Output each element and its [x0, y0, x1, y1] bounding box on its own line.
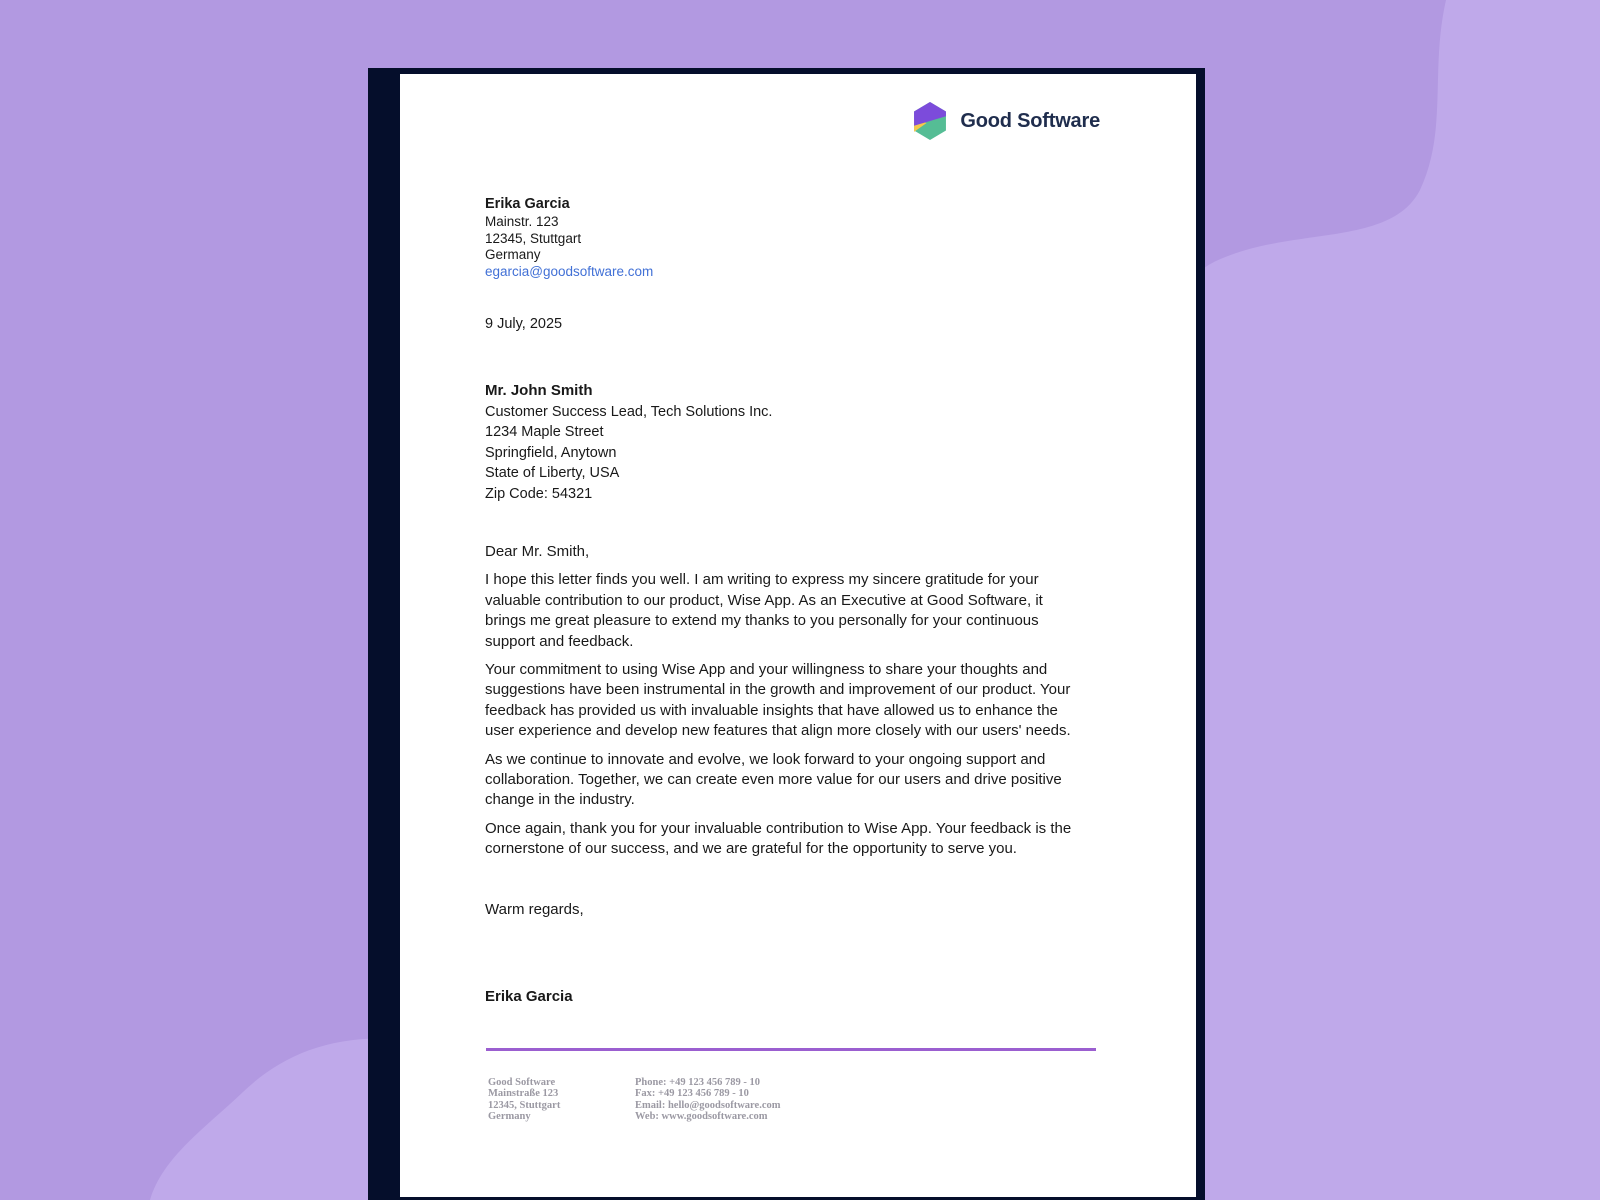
letter-footer [488, 1077, 780, 1123]
sender-email-link[interactable]: egarcia@goodsoftware.com [485, 264, 654, 280]
letter-date: 9 July, 2025 [485, 316, 563, 332]
footer-company-line: Germany [488, 1111, 531, 1123]
recipient-address-line: Customer Success Lead, Tech Solutions Inc. [485, 403, 773, 420]
sender-address-block [485, 196, 653, 281]
brand-logo-text: Good Software [960, 109, 1100, 132]
letter-body [485, 542, 1079, 868]
footer-contact-line: Web: www.goodsoftware.com [635, 1111, 768, 1123]
letter-document [400, 74, 1196, 1197]
body-paragraph: Your commitment to using Wise App and your willingness to share your thoughts and suggestions have been instrumental in the growth and improvement of our product. Your feedback has provided us with invaluable insights that have allowed us to enhance the user experience and develop new features that align more closely with our users' needs. [485, 661, 1071, 740]
body-paragraph: I hope this letter finds you well. I am writing to express my sincere gratitude for your valuable contribution to our product, Wise App. As an Executive at Good Software, it brings me great pleasure to extend my thanks to you personally for your continuous support and feedback. [485, 571, 1043, 650]
footer-contact-line: Email: hello@goodsoftware.com [635, 1099, 781, 1111]
footer-divider [486, 1048, 1096, 1051]
recipient-address-block [485, 381, 772, 504]
footer-company-address [488, 1077, 635, 1123]
closing-line: Warm regards, [485, 901, 584, 918]
sender-address-line: Mainstr. 123 [485, 213, 559, 229]
footer-contact-line: Fax: +49 123 456 789 - 10 [635, 1088, 749, 1100]
recipient-name: Mr. John Smith [485, 382, 593, 399]
sender-address-line: Germany [485, 247, 541, 263]
sender-name: Erika Garcia [485, 196, 570, 212]
signature-name: Erika Garcia [485, 988, 573, 1005]
footer-company-line: Good Software [488, 1077, 556, 1088]
recipient-address-line: Zip Code: 54321 [485, 485, 593, 502]
footer-company-line: Mainstraße 123 [488, 1088, 559, 1100]
body-paragraph: Once again, thank you for your invaluable contribution to Wise App. Your feedback is the cornerstone of our success, and we are grateful for the opportunity to serve you. [485, 819, 1072, 858]
footer-contact-info [635, 1077, 780, 1123]
recipient-address-line: Springfield, Anytown [485, 444, 617, 461]
recipient-address-line: 1234 Maple Street [485, 424, 604, 440]
sender-address-line: 12345, Stuttgart [485, 230, 582, 246]
footer-company-line: 12345, Stuttgart [488, 1099, 561, 1111]
brand-cube-icon [913, 102, 947, 140]
brand-logo [913, 102, 1100, 140]
body-paragraph: As we continue to innovate and evolve, we look forward to your ongoing support and collaboration. Together, we can create even more value for our users and drive positive change in the industry. [485, 750, 1062, 809]
footer-contact-line: Phone: +49 123 456 789 - 10 [635, 1077, 760, 1088]
recipient-address-line: State of Liberty, USA [485, 465, 620, 481]
salutation: Dear Mr. Smith, [485, 543, 590, 560]
